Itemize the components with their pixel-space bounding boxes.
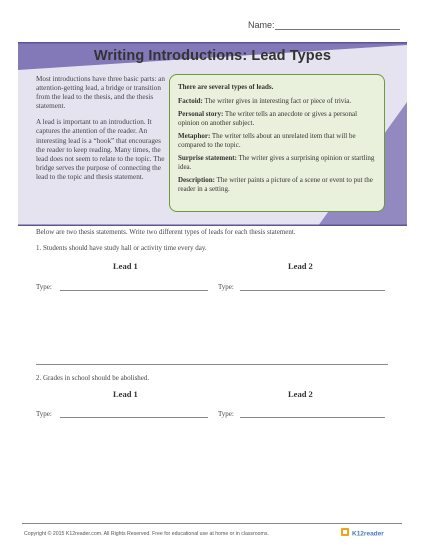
lead-type-item — [178, 176, 378, 194]
type-input-lead1[interactable] — [60, 290, 208, 291]
lead-type-item — [178, 97, 378, 106]
answer-divider — [36, 364, 388, 365]
lead-type-term: Description: — [178, 176, 215, 184]
lead-type-definition: The writer tells an anecdote or gives a personal opinion on another subject. — [178, 110, 358, 127]
thesis-prompt-1: 1. Students should have study hall or activity time every day. — [36, 244, 207, 252]
type-input-lead2[interactable] — [240, 417, 385, 418]
lead-type-term: Personal story: — [178, 110, 224, 118]
answer-area-2[interactable] — [36, 425, 386, 520]
intro-text — [36, 75, 168, 189]
lead-type-definition: The writer gives in interesting fact or piece of trivia. — [204, 97, 352, 105]
lead-type-term: Surprise statement: — [178, 154, 237, 162]
type-input-lead1[interactable] — [60, 417, 208, 418]
type-label: Type: — [36, 283, 52, 291]
k12reader-logo — [340, 525, 400, 539]
lead-type-item — [178, 132, 378, 150]
lead-type-item — [178, 110, 378, 128]
type-label: Type: — [218, 410, 234, 418]
worksheet-title: Writing Introductions: Lead Types — [93, 48, 332, 64]
type-label: Type: — [36, 410, 52, 418]
lead-type-definition: The writer tells about an unrelated item that will be compared to the topic. — [178, 132, 356, 149]
copyright: Copyright © 2015 K12reader.com. All Rights Reserved. Free for educational use at home or in classrooms. — [24, 531, 269, 537]
name-label: Name: — [248, 20, 275, 30]
lead-type-term: Metaphor: — [178, 132, 211, 140]
thesis-prompt-2: 2. Grades in school should be abolished. — [36, 374, 150, 382]
lead-type-term: Factoid: — [178, 97, 203, 105]
instructions: Below are two thesis statements. Write two different types of leads for each thesis statement. — [36, 228, 296, 236]
answer-area-1[interactable] — [36, 298, 386, 362]
type-input-lead2[interactable] — [240, 290, 385, 291]
lead2-heading: Lead 2 — [288, 261, 313, 271]
lead-types-box — [169, 74, 385, 212]
lead-type-item — [178, 154, 378, 172]
lead1-heading: Lead 1 — [113, 389, 138, 399]
intro-paragraph: Most introductions have three basic parts: an attention-getting lead, a bridge or transition from the lead to the thesis, and the thesis statement. — [36, 75, 165, 111]
type-label: Type: — [218, 283, 234, 291]
intro-paragraph: A lead is important to an introduction. It captures the attention of the reader. An interesting lead is a “hook” that encourages the reader to keep reading. Many times, the lead does not seem to relate to the topic. The bridge serves the purpose of connecting the lead to the topic and thesis statement. — [36, 118, 165, 181]
lead-types-heading: There are several types of leads. — [178, 83, 274, 91]
lead1-heading: Lead 1 — [113, 261, 138, 271]
lead-type-definition: The writer paints a picture of a scene or event to put the reader in a setting. — [178, 176, 373, 193]
footer-divider — [22, 523, 402, 524]
lead-type-definition: The writer gives a surprising opinion or startling idea. — [178, 154, 375, 171]
svg-text:K12reader: K12reader — [352, 530, 384, 538]
name-line — [275, 29, 400, 30]
lead2-heading: Lead 2 — [288, 389, 313, 399]
